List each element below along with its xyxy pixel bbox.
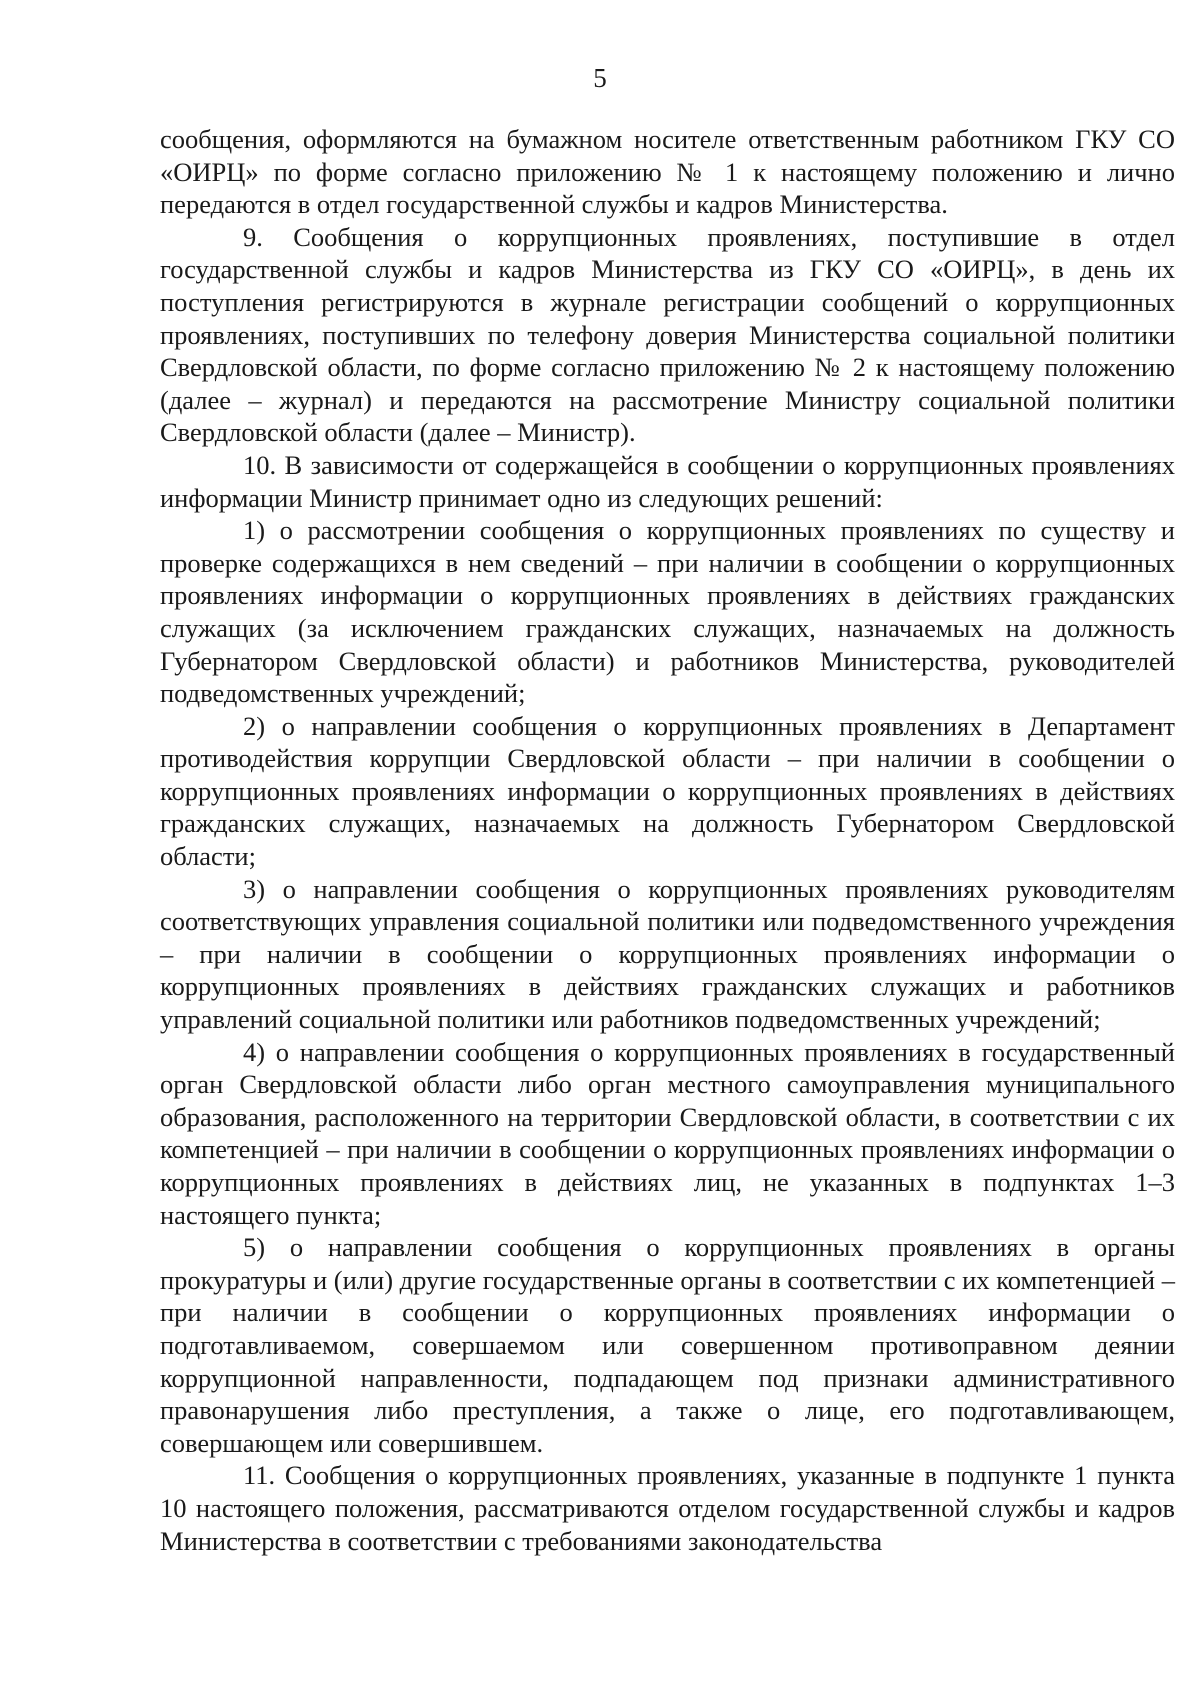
paragraph-continuation: сообщения, оформляются на бумажном носителе ответственным работником ГКУ СО «ОИРЦ» по форме согласно приложению № 1 к настоящему положению и лично передаются в отдел государственной службы и кадров Министерства. bbox=[160, 124, 1175, 220]
paragraph-subitem-1: 1) о рассмотрении сообщения о коррупционных проявлениях по существу и проверке содержащихся в нем сведений – при наличии в сообщении о коррупционных проявлениях информации о коррупционных проявлениях в действиях гражданских служащих (за исключением гражданских служащих, назначаемых на должность Губернатором Свердловской области) и работников Министерства, руководителей подведомственных учреждений; bbox=[160, 515, 1175, 709]
document-body bbox=[160, 123, 1175, 1557]
paragraph-subitem-3: 3) о направлении сообщения о коррупционных проявлениях руководителям соответствующих управления социальной политики или подведомственного учреждения – при наличии в сообщении о коррупционных проявлениях информации о коррупционных проявлениях в действиях гражданских служащих и работников управлений социальной политики или работников подведомственных учреждений; bbox=[160, 873, 1175, 1035]
paragraph-item-9: 9. Сообщения о коррупционных проявлениях, поступившие в отдел государственной службы и кадров Министерства из ГКУ СО «ОИРЦ», в день их поступления регистрируются в журнале регистрации сообщений о коррупционных проявлениях, поступивших по телефону доверия Министерства социальной политики Свердловской области, по форме согласно приложению № 2 к настоящему положению (далее – журнал) и передаются на рассмотрение Министру социальной политики Свердловской области (далее – Министр). bbox=[160, 221, 1175, 448]
paragraph-subitem-5: 5) о направлении сообщения о коррупционных проявлениях в органы прокуратуры и (или) другие государственные органы в соответствии с их компетенцией – при наличии в сообщении о коррупционных проявлениях информации о подготавливаемом, совершаемом или совершенном противоправном деянии коррупционной направленности, подпадающем под признаки административного правонарушения либо преступления, а также о лице, его подготавливающем, совершающем или совершившем. bbox=[160, 1232, 1175, 1458]
paragraph-item-10: 10. В зависимости от содержащейся в сообщении о коррупционных проявлениях информации Министр принимает одно из следующих решений: bbox=[160, 449, 1175, 513]
paragraph-item-11: 11. Сообщения о коррупционных проявлениях, указанные в подпункте 1 пункта 10 настоящего положения, рассматриваются отделом государственной службы и кадров Министерства в соответствии с требованиями законодательства bbox=[160, 1460, 1175, 1556]
page-number: 5 bbox=[593, 63, 607, 93]
paragraph-subitem-2: 2) о направлении сообщения о коррупционных проявлениях в Департамент противодействия коррупции Свердловской области – при наличии в сообщении о коррупционных проявлениях информации о коррупционных проявлениях в действиях гражданских служащих, назначаемых на должность Губернатором Свердловской области; bbox=[160, 710, 1175, 872]
paragraph-subitem-4: 4) о направлении сообщения о коррупционных проявлениях в государственный орган Свердловской области либо орган местного самоуправления муниципального образования, расположенного на территории Свердловской области, в соответствии с их компетенцией – при наличии в сообщении о коррупционных проявлениях информации о коррупционных проявлениях в действиях лиц, не указанных в подпунктах 1–3 настоящего пункта; bbox=[160, 1036, 1175, 1230]
